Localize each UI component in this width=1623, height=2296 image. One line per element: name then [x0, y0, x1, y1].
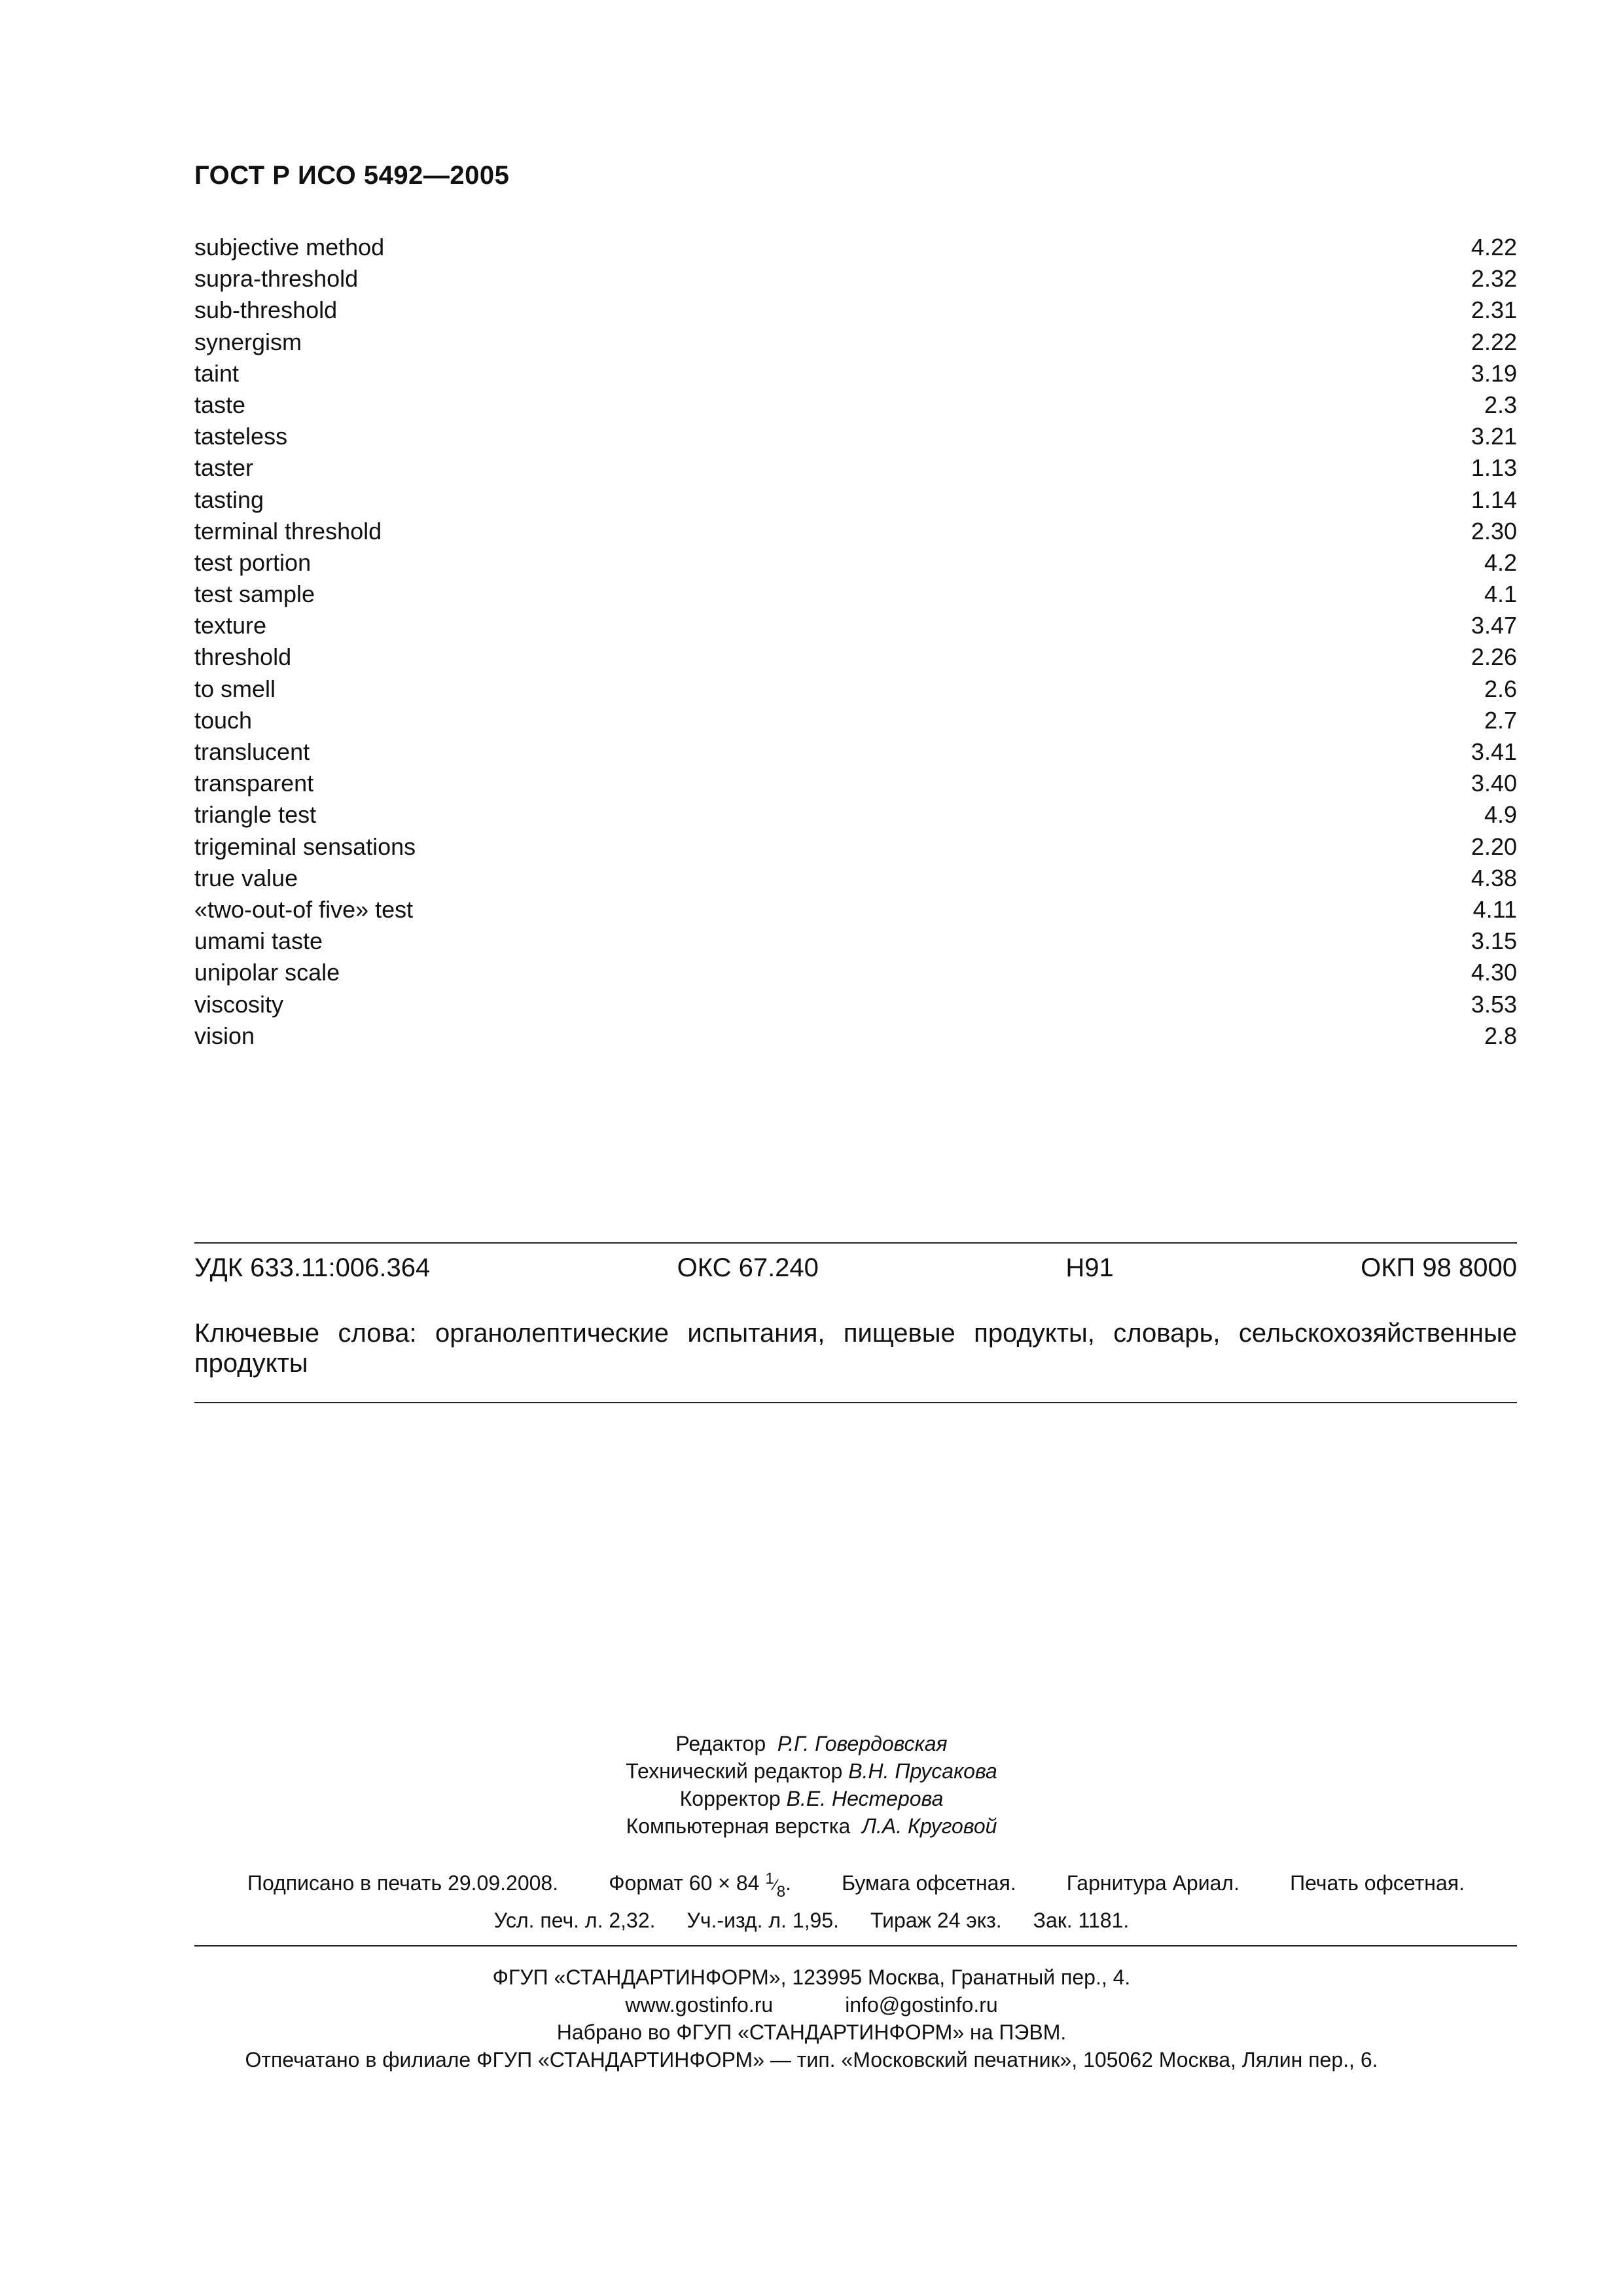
index-term: tasting [194, 486, 264, 513]
classification-bottom-rule [194, 1402, 1517, 1403]
print-run: Тираж 24 экз. [870, 1909, 1002, 1932]
index-row [194, 957, 1517, 988]
format-fraction: 1⁄8 [765, 1870, 786, 1901]
paper-info: Бумага офсетная. [842, 1871, 1016, 1895]
index-row [194, 768, 1517, 799]
index-term: triangle test [194, 801, 317, 829]
credit-line [0, 1785, 1623, 1812]
index-term: sub-threshold [194, 296, 338, 324]
index-ref: 3.40 [1471, 770, 1517, 797]
index-ref: 2.31 [1471, 296, 1517, 324]
index-ref: 2.22 [1471, 328, 1517, 355]
printing-info: Печать офсетная. [1290, 1871, 1465, 1895]
edition-sheets: Уч.-изд. л. 1,95. [687, 1909, 839, 1932]
email-link[interactable]: info@gostinfo.ru [845, 1993, 998, 2017]
index-term: threshold [194, 643, 292, 671]
credit-line [0, 1730, 1623, 1757]
index-row [194, 1020, 1517, 1052]
index-ref: 4.1 [1484, 581, 1517, 608]
index-row [194, 579, 1517, 610]
credit-line [0, 1757, 1623, 1785]
index-ref: 2.8 [1484, 1022, 1517, 1049]
index-term: terminal threshold [194, 517, 382, 545]
publisher-address: ФГУП «СТАНДАРТИНФОРМ», 123995 Москва, Гранатный пер., 4. [492, 1965, 1131, 1989]
index-ref: 2.20 [1471, 833, 1517, 860]
index-term: true value [194, 864, 298, 891]
index-term: test sample [194, 581, 315, 608]
index-term: subjective method [194, 234, 385, 260]
index-row [194, 421, 1517, 452]
index-row [194, 989, 1517, 1020]
index-row [194, 232, 1517, 263]
index-term: test portion [194, 548, 312, 576]
index-term: taster [194, 454, 254, 482]
classification-top-rule [194, 1242, 1517, 1244]
keywords-paragraph: Ключевые слова: органолептические испытания, пищевые продукты, словарь, сельскохозяйственные продукты [194, 1319, 1517, 1378]
credit-name: Л.А. Круговой [862, 1814, 997, 1838]
index-ref: 3.47 [1471, 612, 1517, 639]
index-row [194, 484, 1517, 516]
print-sheets: Усл. печ. л. 2,32. [493, 1909, 656, 1932]
index-ref: 3.15 [1471, 927, 1517, 955]
index-ref: 2.6 [1484, 675, 1517, 702]
index-term: touch [194, 706, 253, 734]
credit-name: Р.Г. Говердовская [777, 1732, 948, 1755]
order-number: Зак. 1181. [1033, 1909, 1130, 1932]
index-ref: 2.30 [1471, 517, 1517, 545]
index-row [194, 389, 1517, 421]
index-term: «two-out-of five» test [194, 895, 414, 923]
index-ref: 3.21 [1471, 423, 1517, 450]
index-row [194, 452, 1517, 484]
credit-role: Редактор [675, 1732, 766, 1755]
website-link[interactable]: www.gostinfo.ru [625, 1993, 774, 2017]
index-row [194, 516, 1517, 547]
index-row [194, 295, 1517, 326]
index-ref: 2.32 [1471, 265, 1517, 293]
index-term: vision [194, 1022, 255, 1049]
index-row [194, 863, 1517, 894]
index-ref: 3.19 [1471, 359, 1517, 387]
classification-row [194, 1251, 1517, 1284]
index-term: texture [194, 612, 267, 639]
index-row [194, 610, 1517, 641]
index-term: transparent [194, 770, 314, 797]
index-ref: 4.22 [1471, 234, 1517, 260]
credit-name: В.Н. Прусакова [848, 1759, 997, 1783]
index-row [194, 894, 1517, 925]
oks-code: ОКС 67.240 [677, 1253, 819, 1282]
index-term: viscosity [194, 990, 284, 1018]
font-info: Гарнитура Ариал. [1066, 1871, 1240, 1895]
publisher-contacts [0, 1991, 1623, 2018]
index-ref: 2.26 [1471, 643, 1517, 671]
index-row [194, 705, 1517, 736]
index-row [194, 641, 1517, 673]
index-ref: 3.53 [1471, 990, 1517, 1018]
index-ref: 4.11 [1472, 895, 1517, 923]
index-row [194, 263, 1517, 295]
index-term: supra-threshold [194, 265, 359, 293]
udk-code: УДК 633.11:006.364 [194, 1253, 431, 1282]
index-row [194, 925, 1517, 957]
credit-role: Компьютерная верстка [626, 1814, 851, 1838]
print-details-row [247, 1869, 1465, 1901]
index-row [194, 547, 1517, 579]
index-ref: 2.7 [1484, 706, 1517, 734]
index-ref: 4.9 [1484, 801, 1517, 829]
print-volume-row [0, 1907, 1623, 1934]
okp-code: ОКП 98 8000 [1361, 1253, 1517, 1282]
index-ref: 1.13 [1471, 454, 1517, 482]
credit-line [0, 1812, 1623, 1840]
index-term: translucent [194, 738, 310, 765]
index-row [194, 831, 1517, 863]
category-code: Н91 [1065, 1253, 1114, 1282]
credit-role: Корректор [679, 1787, 781, 1810]
index-term: to smell [194, 675, 276, 702]
index-term: trigeminal sensations [194, 833, 416, 860]
index-ref: 1.14 [1471, 486, 1517, 513]
index-ref: 4.2 [1484, 548, 1517, 576]
credit-role: Технический редактор [626, 1759, 843, 1783]
index-term: umami taste [194, 927, 323, 955]
credit-name: В.Е. Нестерова [786, 1787, 944, 1810]
publisher-imprint [0, 1964, 1623, 2073]
index-term: taste [194, 391, 246, 418]
index-term: synergism [194, 328, 302, 355]
typeset-note: Набрано во ФГУП «СТАНДАРТИНФОРМ» на ПЭВМ. [556, 2020, 1067, 2044]
editorial-credits [0, 1730, 1623, 1840]
signed-date: Подписано в печать 29.09.2008. [247, 1871, 559, 1895]
index-row [194, 358, 1517, 389]
index-row [194, 327, 1517, 358]
printed-note: Отпечатано в филиале ФГУП «СТАНДАРТИНФОРМ» — тип. «Московский печатник», 105062 Москва, Лялин пер., 6. [245, 2048, 1378, 2072]
index-ref: 4.38 [1471, 864, 1517, 891]
index-ref: 2.3 [1484, 391, 1517, 418]
index-term: taint [194, 359, 240, 387]
format-info: Формат 60 × 84 1⁄8. [609, 1870, 791, 1901]
term-index-list [194, 232, 1517, 1052]
imprint-rule [194, 1945, 1517, 1946]
index-row [194, 736, 1517, 768]
index-ref: 4.30 [1471, 959, 1517, 986]
index-term: unipolar scale [194, 959, 340, 986]
index-row [194, 799, 1517, 831]
index-row [194, 673, 1517, 705]
index-ref: 3.41 [1471, 738, 1517, 765]
page-title: ГОСТ Р ИСО 5492—2005 [194, 161, 510, 190]
index-term: tasteless [194, 423, 288, 450]
